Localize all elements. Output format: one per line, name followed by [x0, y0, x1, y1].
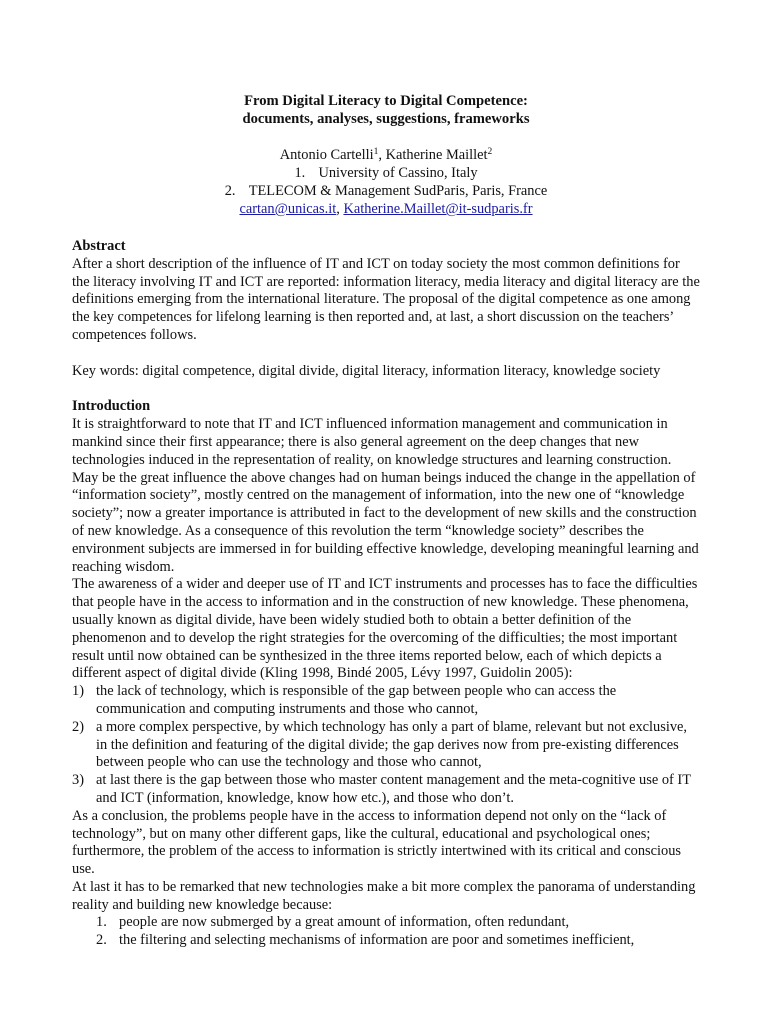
list-item-text: people are now submerged by a great amount of information, often redundant, — [119, 914, 570, 931]
abstract-text: After a short description of the influence of IT and ICT on today society the most common definitions for the literacy involving IT and ICT are reported: information literacy, media literacy and digital literacy are the definitions emerging from the international literature. The proposal of the digital competence as one among the key competences for lifelong learning is then reported and, at last, a short discussion on the teachers’ competences follows. — [72, 255, 700, 343]
digital-divide-list — [72, 683, 700, 808]
author-emails — [72, 200, 700, 218]
list-item — [72, 772, 700, 808]
author-name: Katherine Maillet — [385, 147, 488, 163]
list-marker: 1. — [96, 914, 107, 931]
abstract-heading: Abstract — [72, 238, 126, 254]
affiliation-number: 2. — [224, 183, 236, 199]
author-affiliation-mark: 1 — [373, 147, 379, 157]
paper-title — [72, 92, 700, 128]
list-item-text: a more complex perspective, by which technology has only a part of blame, relevant but not exclusive, in the definition and featuring of the digital divide; the gap derives now from pre-existing differences between people who can use the technology and those who cannot, — [96, 718, 688, 771]
author-affiliation-mark: 2 — [487, 147, 493, 157]
new-technologies-list — [72, 914, 700, 950]
introduction-paragraph: It is straightforward to note that IT and ICT influenced information management and communication in mankind since their first appearance; there is also general agreement on the deep changes that new technologies induced in the representation of reality, on knowledge structures and learning construction. May be the great influence the above changes had on human beings induced the change in the appellation of “information society”, mostly centred on the management of information, into the new one of “knowledge society”; now a greater importance is attributed in fact to the development of new skills and the construction of new knowledge. As a consequence of this revolution the term “knowledge society” describes the environment subjects are immersed in for building effective knowledge, developing meaningful learning and reaching wisdom. — [72, 416, 699, 575]
list-item-text: at last there is the gap between those who master content management and the meta-cognitive use of IT and ICT (information, knowledge, know how etc.), and those who don’t. — [96, 772, 691, 806]
list-marker: 2) — [72, 718, 84, 735]
list-item-text: the filtering and selecting mechanisms of information are poor and sometimes inefficient, — [119, 932, 635, 949]
introduction-heading: Introduction — [72, 398, 151, 415]
author-separator: , — [378, 147, 386, 163]
affiliation-text: University of Cassino, Italy — [318, 165, 478, 181]
title-line-2: documents, analyses, suggestions, frameworks — [242, 111, 530, 127]
author-list — [72, 146, 700, 164]
introduction-paragraph: The awareness of a wider and deeper use of IT and ICT instruments and processes has to face the difficulties that people have in the access to information and in the construction of new knowledge. These phenomena, usually known as digital divide, have been widely studied both to obtain a better definition of the phenomenon and to develop the right strategies for the overcoming of the difficulties; the most important result until now obtained can be synthesized in the three items reported below, each of which depicts a different aspect of digital divide (Kling 1998, Bindé 2005, Lévy 1997, Guidolin 2005): — [72, 576, 698, 682]
list-marker: 3) — [72, 772, 84, 789]
list-item — [72, 683, 700, 719]
affiliation — [72, 182, 700, 200]
email-link[interactable]: Katherine.Maillet@it-sudparis.fr — [343, 201, 533, 217]
paper-page — [72, 92, 700, 950]
author-name: Antonio Cartelli — [279, 147, 374, 163]
list-item-text: the lack of technology, which is responsible of the gap between people who can access the communication and computing instruments and those who cannot, — [96, 683, 617, 717]
list-item — [72, 719, 700, 772]
email-separator: , — [336, 201, 344, 217]
list-item — [72, 914, 700, 932]
list-item — [72, 932, 700, 950]
list-marker: 2. — [96, 932, 107, 949]
affiliation-number: 1. — [294, 165, 306, 181]
keywords-text: Key words: digital competence, digital divide, digital literacy, information literacy, knowledge society — [72, 362, 661, 379]
introduction-paragraph: At last it has to be remarked that new technologies make a bit more complex the panorama of understanding reality and building new knowledge because: — [72, 878, 696, 913]
affiliation — [72, 164, 700, 182]
introduction-paragraph: As a conclusion, the problems people have in the access to information depend not only on the “lack of technology”, but on many other different gaps, like the cultural, educational and psychological ones; furthermore, the problem of the access to information is strictly intertwined with its critical and conscious use. — [72, 807, 682, 878]
affiliation-text: TELECOM & Management SudParis, Paris, France — [248, 183, 548, 199]
title-line-1: From Digital Literacy to Digital Competence: — [244, 93, 528, 109]
email-link[interactable]: cartan@unicas.it — [239, 201, 337, 217]
list-marker: 1) — [72, 683, 84, 700]
